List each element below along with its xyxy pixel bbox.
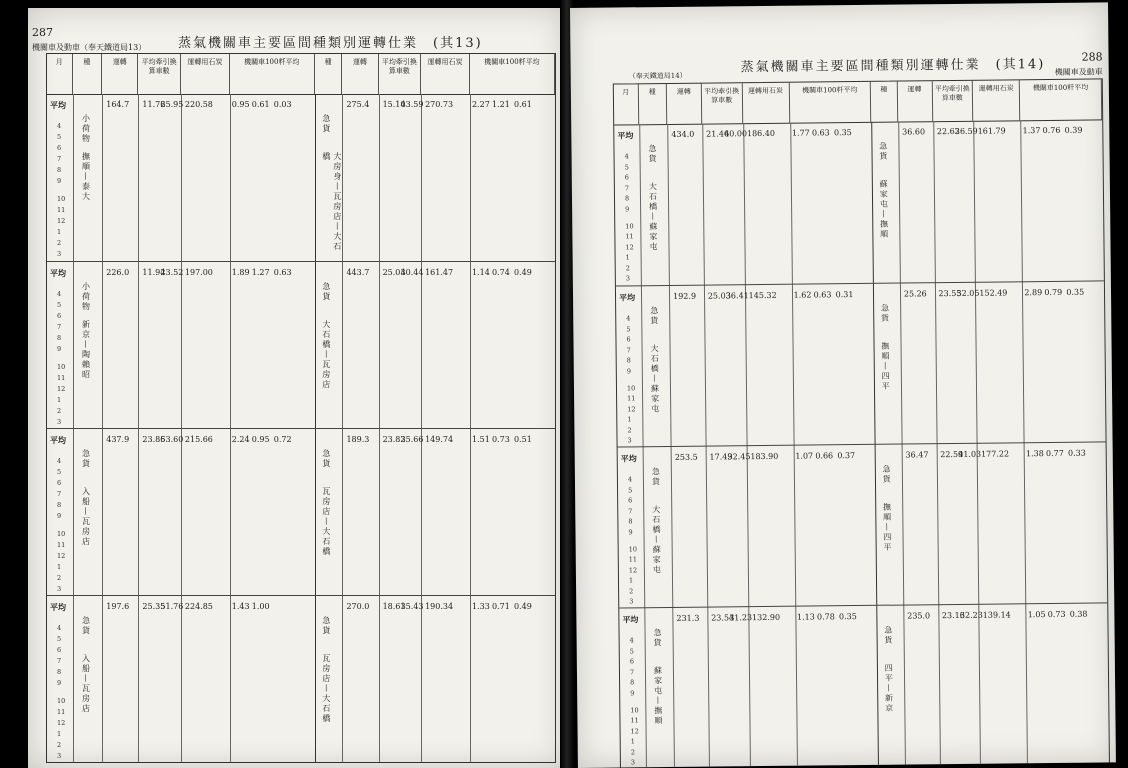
average-value: 1.62 (793, 290, 812, 300)
table-section (616, 280, 1106, 447)
average-value: 23.16 (941, 610, 965, 621)
page-number: 288 (1081, 50, 1103, 64)
page-subtitle: （奉天鐵道局14） (628, 71, 687, 81)
average-value: 36.59 (954, 126, 978, 136)
month-label: 10 (628, 544, 637, 553)
average-value: 17.49 (709, 452, 733, 462)
month-label: 5 (57, 468, 62, 477)
average-value: 0.63 (813, 290, 832, 300)
average-value: 1.05 (1027, 610, 1046, 620)
route-name: 蘇家屯—撫順 (653, 666, 664, 727)
train-kind: 急貨 (649, 306, 659, 327)
average-label: 平均 (620, 453, 637, 464)
average-value: 1.33 (471, 602, 490, 611)
train-kind: 急貨 (321, 449, 331, 469)
average-value: 2.27 (471, 100, 490, 109)
average-value: 23.54 (711, 613, 735, 623)
train-kind: 急貨 (878, 141, 888, 162)
month-label: 11 (627, 394, 636, 403)
average-value: 31.23 (729, 613, 753, 623)
train-kind: 急貨 (651, 467, 661, 488)
average-value: 22.59 (940, 449, 964, 460)
average-value: 2.24 (231, 435, 250, 444)
average-value: 23.52 (160, 268, 184, 277)
average-value: 0.49 (513, 602, 532, 611)
month-label: 10 (625, 221, 634, 230)
average-value: 177.22 (981, 449, 1010, 459)
table-header (614, 79, 1102, 125)
month-label: 5 (628, 485, 633, 494)
month-label: 7 (628, 507, 633, 516)
average-value: 1.38 (1025, 449, 1044, 459)
column-header: 月 (47, 54, 73, 94)
month-label: 8 (630, 678, 635, 687)
column-header: 運轉 (898, 81, 933, 121)
month-label: 3 (625, 274, 631, 283)
average-value: 190.34 (425, 602, 454, 611)
month-label: 3 (57, 751, 62, 760)
average-row (47, 602, 555, 614)
average-value: 53.60 (160, 435, 184, 444)
month-label: 9 (57, 345, 62, 354)
month-label: 11 (628, 555, 638, 564)
month-label: 1 (57, 227, 62, 236)
route-name: 瓦房店—大石橋 (321, 654, 331, 724)
average-value: 2.89 (1024, 288, 1043, 298)
average-value: 0.73 (1047, 609, 1066, 620)
average-value: 25.03 (707, 291, 731, 301)
average-value: 161.47 (425, 268, 454, 277)
average-value: 0.35 (838, 612, 857, 622)
average-value: 15.10 (382, 100, 406, 109)
month-label: 10 (57, 696, 66, 705)
month-label: 7 (57, 155, 62, 164)
average-value: 1.00 (251, 602, 270, 611)
train-kind: 急貨 (652, 628, 663, 649)
column-header: 運轉用石炭 (181, 54, 230, 94)
average-value: 1.77 (791, 128, 810, 138)
average-value: 434.0 (671, 129, 695, 139)
average-label: 平均 (50, 268, 66, 278)
column-header: 種 (638, 84, 667, 124)
route-name: 蘇家屯—撫順 (879, 179, 889, 240)
table-section (619, 602, 1109, 768)
average-value: 275.4 (346, 100, 370, 109)
month-label: 8 (626, 356, 631, 365)
table-section (614, 119, 1104, 285)
average-value: 1.51 (471, 435, 490, 444)
column-header: 種 (315, 54, 343, 94)
average-value: 197.00 (184, 268, 213, 277)
average-value: 25.95 (160, 100, 184, 109)
route-name: 入船—瓦房店 (81, 654, 91, 714)
month-label: 4 (629, 636, 634, 645)
average-value: 0.77 (1045, 448, 1064, 459)
average-value: 0.37 (837, 451, 856, 461)
month-label: 2 (57, 573, 62, 582)
average-value: 1.37 (1022, 126, 1041, 136)
average-value: 25.35 (142, 602, 166, 611)
month-label: 12 (57, 384, 66, 393)
average-value: 0.63 (811, 128, 830, 138)
average-value: 0.51 (513, 435, 532, 444)
month-label: 6 (57, 312, 62, 321)
average-value: 0.03 (273, 100, 292, 109)
average-value: 0.72 (273, 435, 292, 444)
column-header: 運轉用石炭 (742, 83, 789, 123)
average-value: 22.62 (936, 126, 960, 137)
month-label: 7 (57, 657, 62, 666)
average-value: 1.14 (471, 268, 490, 277)
month-label: 9 (628, 528, 633, 537)
month-label: 9 (57, 679, 62, 688)
column-header: 種 (871, 82, 898, 122)
average-value: 0.63 (273, 268, 292, 277)
average-value: 189.3 (346, 435, 370, 444)
table-section (47, 428, 555, 596)
month-label: 1 (630, 737, 635, 746)
month-label: 1 (57, 395, 62, 404)
month-label: 12 (630, 726, 639, 736)
average-row (47, 100, 555, 112)
month-label: 6 (628, 496, 633, 505)
column-header: 平均牽引換算車數 (379, 54, 422, 94)
month-label: 6 (57, 479, 62, 488)
average-value: 36.60 (902, 127, 926, 137)
average-value: 1.43 (231, 602, 250, 611)
month-label: 2 (629, 587, 634, 596)
average-value: 1.21 (491, 100, 510, 109)
average-value: 32.23 (959, 610, 983, 620)
month-label: 11 (57, 540, 66, 549)
average-value: 235.0 (907, 611, 931, 621)
column-header: 機關車100粁平均 (470, 54, 555, 94)
average-value: 32.45 (727, 452, 751, 462)
average-row (47, 268, 555, 280)
average-value: 35.43 (400, 602, 424, 611)
average-value: 270.73 (425, 100, 454, 109)
page-title: 蒸氣機關車主要區間種類別運轉仕業 (其14) (740, 57, 1046, 76)
column-header: 機關車100粁平均 (1020, 79, 1102, 120)
route-name: 大石橋—蘇家屯 (650, 344, 660, 415)
average-value: 0.95 (251, 435, 270, 444)
column-header: 平均牽引換算車數 (138, 54, 181, 94)
month-label: 12 (57, 718, 66, 727)
month-label: 5 (57, 635, 62, 644)
month-label: 3 (630, 758, 636, 767)
month-label: 3 (627, 436, 632, 445)
month-label: 3 (629, 597, 634, 606)
average-value: 0.79 (1044, 287, 1063, 298)
average-value: 0.49 (513, 268, 532, 277)
average-value: 226.0 (106, 268, 130, 277)
column-header: 種 (73, 54, 103, 94)
average-value: 253.5 (674, 452, 698, 462)
average-row (616, 287, 1104, 304)
average-value: 36.47 (905, 450, 929, 460)
month-label: 10 (57, 194, 66, 203)
average-row (47, 435, 555, 447)
month-label: 7 (57, 323, 62, 332)
month-label: 8 (57, 166, 62, 175)
running-header: 機關車及動車 (1054, 67, 1103, 77)
average-value: 32.05 (956, 288, 980, 298)
average-value: 0.33 (1067, 448, 1086, 458)
average-value: 1.13 (796, 612, 815, 622)
table-section (47, 595, 555, 763)
train-kind: 急貨 (321, 616, 331, 636)
train-kind: 小荷物 (81, 282, 91, 312)
train-kind: 急貨 (880, 303, 890, 324)
month-label: 6 (626, 335, 631, 344)
average-value: 183.90 (750, 451, 779, 462)
column-header: 月 (614, 84, 639, 124)
average-value: 164.7 (106, 100, 130, 109)
train-kind: 急貨 (81, 449, 91, 469)
month-label: 12 (625, 243, 634, 252)
average-label: 平均 (50, 100, 66, 110)
month-label: 7 (624, 184, 630, 193)
month-label: 1 (627, 415, 632, 424)
page-title: 蒸氣機關車主要區間種類別運轉仕業 (其13) (178, 36, 483, 51)
average-row (618, 448, 1106, 465)
table-section (47, 261, 555, 429)
average-value: 25.26 (903, 289, 927, 299)
average-value: 18.61 (382, 602, 406, 611)
route-name: 四平—新京 (884, 663, 894, 714)
train-kind: 小荷物 (81, 114, 91, 144)
month-label: 5 (624, 162, 629, 172)
month-label: 12 (57, 551, 66, 560)
average-value: 36.41 (725, 291, 749, 301)
average-value: 0.61 (513, 100, 532, 109)
average-value: 40.44 (400, 268, 424, 277)
average-row (619, 609, 1107, 626)
column-header: 平均牽引換算車數 (932, 81, 973, 121)
average-value: 0.73 (491, 435, 510, 444)
month-label: 11 (57, 707, 66, 716)
average-value: 11.76 (142, 100, 166, 109)
average-value: 23.82 (382, 435, 406, 444)
month-label: 11 (57, 373, 66, 382)
train-kind: 急貨 (321, 282, 331, 302)
average-row (614, 125, 1102, 142)
month-label: 3 (57, 417, 62, 426)
month-label: 5 (57, 301, 62, 310)
statistics-table (46, 53, 556, 763)
route-name: 撫順—四平 (880, 341, 891, 392)
month-label: 1 (628, 576, 634, 585)
route-name: 瓦房店—大石橋 (321, 487, 331, 557)
average-value: 23.86 (142, 435, 166, 444)
month-label: 10 (630, 705, 639, 714)
month-label: 7 (57, 490, 62, 499)
average-value: 0.66 (815, 451, 834, 461)
route-name: 撫順—四平 (882, 502, 892, 553)
column-header: 運轉 (667, 84, 702, 124)
route-name: 撫順—泰大 (81, 152, 91, 202)
train-kind: 急貨 (882, 464, 892, 485)
train-kind: 急貨 (883, 625, 893, 646)
month-label: 7 (626, 346, 631, 355)
month-label: 9 (57, 512, 62, 521)
month-label: 4 (57, 290, 62, 298)
average-value: 21.46 (706, 129, 730, 139)
month-label: 6 (624, 173, 629, 182)
average-value: 0.39 (1064, 125, 1083, 135)
average-value: 0.95 (231, 100, 250, 109)
month-label: 10 (57, 362, 66, 371)
page-number: 287 (32, 26, 53, 39)
average-value: 161.79 (977, 126, 1006, 136)
month-label: 5 (57, 133, 62, 142)
route-name: 入船—瓦房店 (81, 487, 91, 547)
train-kind: 急貨 (81, 616, 91, 636)
average-value: 43.59 (400, 100, 424, 109)
month-label: 11 (625, 232, 634, 241)
month-label: 4 (57, 624, 62, 632)
average-value: 437.9 (106, 435, 130, 444)
average-value: 0.74 (491, 268, 510, 277)
route-name: 大石橋—蘇家屯 (648, 182, 659, 253)
month-label: 8 (57, 501, 62, 510)
route-name: 新京—陶賴昭 (81, 320, 91, 380)
average-value: 231.3 (676, 613, 700, 623)
running-header: 機關車及動車（奉天鐵道局13） (32, 43, 147, 52)
average-value: 0.61 (251, 100, 270, 109)
month-label: 4 (627, 475, 633, 484)
average-label: 平均 (618, 292, 636, 303)
table-section (618, 441, 1108, 608)
month-label: 3 (57, 584, 62, 593)
average-value: 0.31 (835, 290, 854, 300)
month-label: 2 (630, 748, 635, 757)
average-label: 平均 (622, 614, 639, 625)
average-value: 220.58 (184, 100, 213, 109)
table-section (47, 94, 555, 261)
month-label: 4 (57, 122, 62, 130)
average-value: 0.35 (833, 128, 852, 138)
average-value: 192.9 (673, 291, 697, 301)
column-header: 運轉 (342, 54, 378, 94)
average-value: 40.00 (724, 129, 748, 139)
month-label: 6 (57, 144, 62, 153)
month-label: 2 (57, 238, 62, 247)
month-label: 8 (628, 517, 633, 526)
month-label: 1 (625, 253, 630, 262)
month-label: 1 (57, 562, 62, 571)
month-label: 4 (624, 152, 629, 161)
average-value: 215.66 (184, 435, 213, 444)
average-value: 0.35 (1066, 287, 1085, 297)
average-value: 1.27 (251, 268, 270, 277)
average-value: 51.76 (160, 602, 184, 611)
average-value: 270.0 (346, 602, 370, 611)
month-label: 11 (630, 716, 639, 725)
month-label: 8 (624, 194, 630, 203)
month-label: 6 (57, 646, 62, 655)
average-label: 平均 (50, 602, 66, 612)
column-header: 運轉用石炭 (973, 80, 1020, 120)
month-label: 9 (626, 367, 631, 376)
month-label: 5 (629, 646, 634, 655)
average-value: 149.74 (425, 435, 454, 444)
column-header: 機關車100粁平均 (789, 82, 871, 123)
month-label: 11 (57, 205, 66, 214)
month-label: 4 (57, 457, 62, 465)
column-header: 平均牽引換算車數 (702, 83, 743, 123)
average-label: 平均 (50, 435, 66, 445)
average-value: 35.66 (400, 435, 424, 444)
column-header: 運轉用石炭 (421, 54, 470, 94)
month-label: 7 (629, 668, 635, 677)
train-kind: 急貨 (321, 114, 331, 134)
month-label: 9 (630, 689, 635, 698)
average-value: 0.71 (491, 602, 510, 611)
month-label: 2 (57, 740, 62, 749)
average-value: 0.76 (1042, 125, 1061, 136)
month-label: 4 (626, 314, 631, 323)
month-label: 9 (625, 205, 630, 214)
average-value: 11.94 (142, 268, 166, 277)
average-label: 平均 (617, 130, 634, 141)
month-label: 2 (625, 264, 630, 273)
month-label: 2 (627, 426, 632, 435)
month-label: 2 (57, 406, 62, 415)
route-name: 大石橋—蘇家屯 (651, 505, 662, 576)
average-value: 224.85 (184, 602, 213, 611)
average-value: 23.55 (938, 288, 962, 299)
column-header: 運轉 (102, 54, 138, 94)
average-value: 41.03 (958, 449, 982, 459)
left-page (28, 8, 564, 768)
month-label: 6 (629, 657, 635, 666)
statistics-table (613, 78, 1110, 768)
column-header: 機關車100粁平均 (230, 54, 315, 94)
month-label: 8 (57, 668, 62, 677)
month-label: 8 (57, 334, 62, 343)
average-value: 186.40 (746, 128, 775, 139)
average-value: 25.03 (382, 268, 406, 277)
month-label: 12 (57, 216, 66, 225)
average-value: 443.7 (346, 268, 370, 277)
average-value: 139.14 (982, 610, 1011, 620)
month-label: 10 (57, 529, 66, 538)
month-label: 12 (628, 565, 638, 575)
right-page (570, 2, 1116, 768)
table-header (47, 54, 555, 95)
month-label: 5 (626, 324, 631, 334)
route-name: 大石橋—瓦房店 (321, 320, 331, 390)
average-value: 1.07 (795, 451, 814, 461)
average-value: 132.90 (751, 612, 781, 623)
route-name: 大房身—瓦房店—大石橋 (321, 152, 342, 252)
average-value: 197.6 (106, 602, 130, 611)
month-label: 12 (627, 404, 636, 414)
average-value: 0.78 (816, 612, 835, 622)
average-value: 1.89 (231, 268, 250, 277)
train-kind: 急貨 (647, 144, 658, 165)
month-label: 1 (57, 729, 62, 738)
month-label: 10 (626, 383, 636, 392)
average-value: 152.49 (979, 288, 1008, 298)
month-label: 3 (57, 249, 62, 258)
average-value: 145.32 (748, 290, 777, 301)
month-label: 9 (57, 177, 62, 186)
average-value: 0.38 (1069, 609, 1088, 619)
